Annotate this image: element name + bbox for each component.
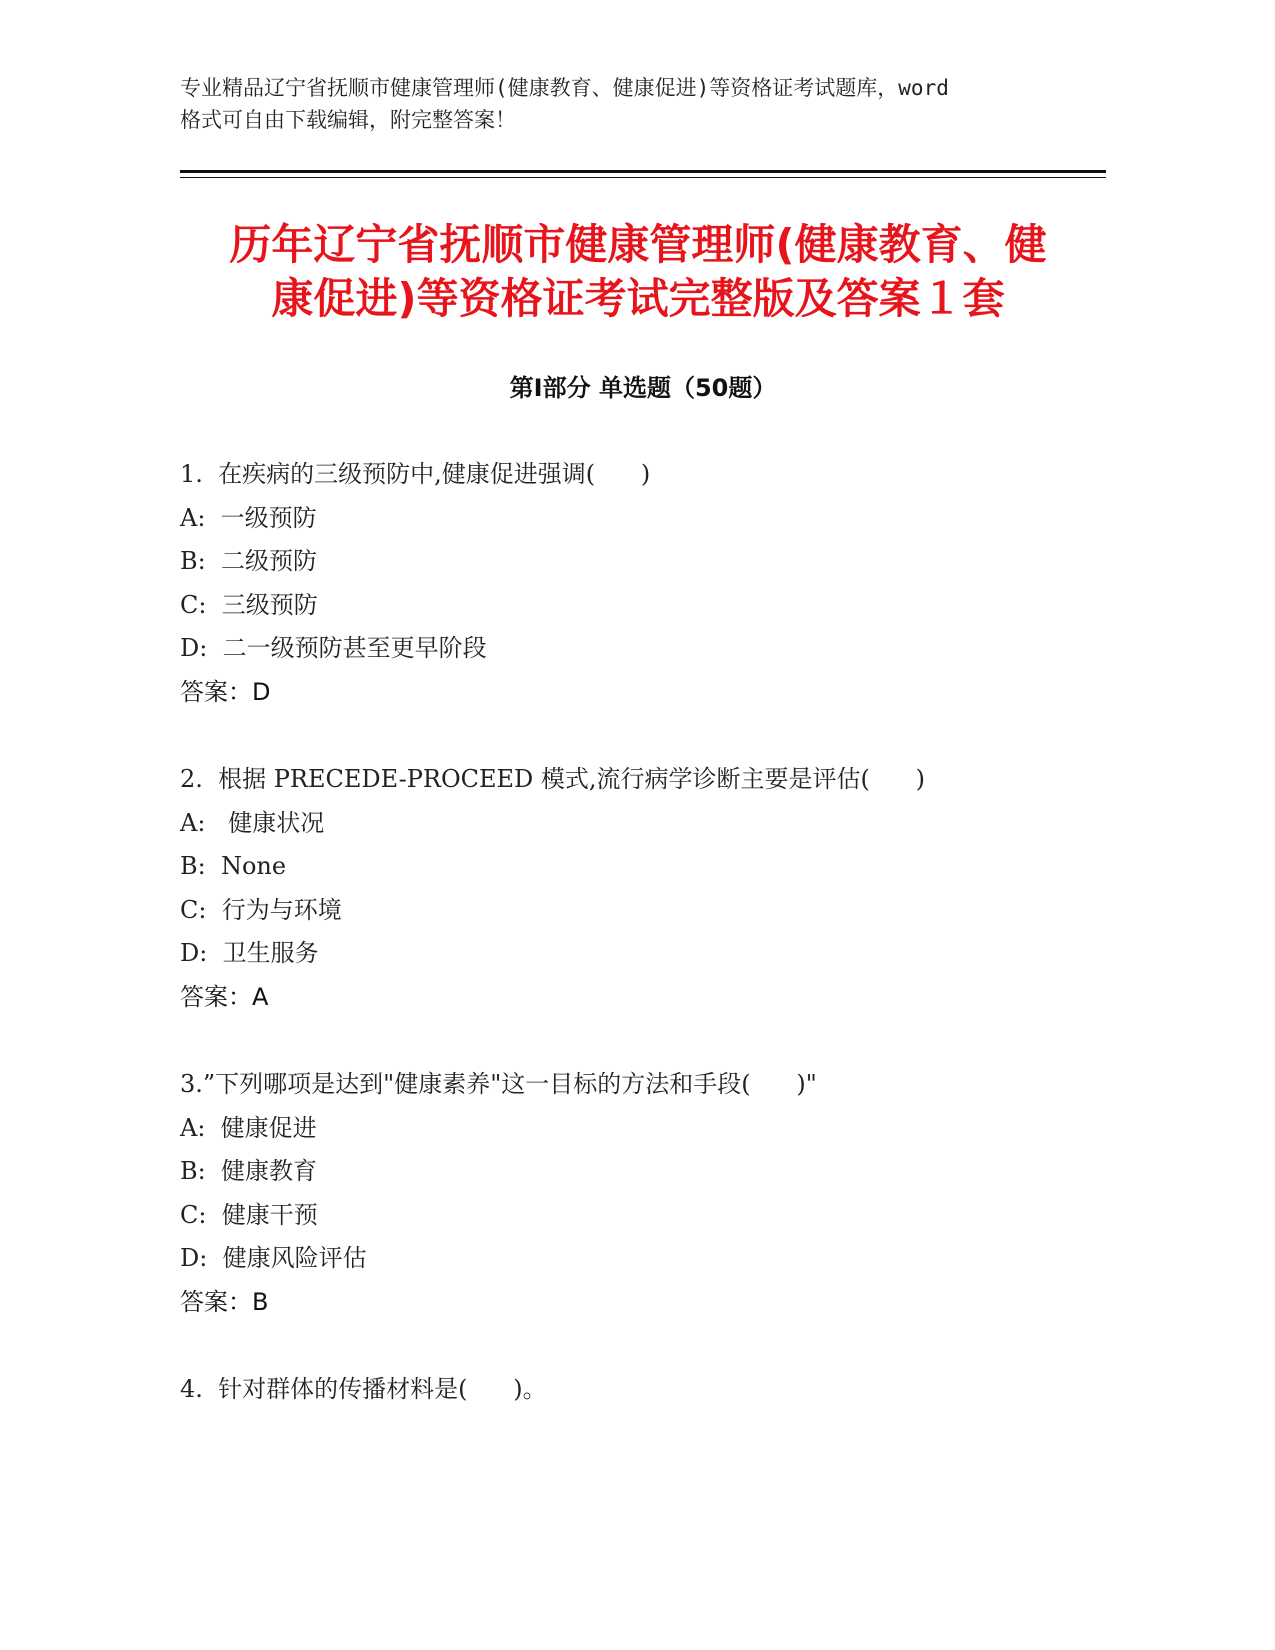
- document-title-line-2: 康促进)等资格证考试完整版及答案１套: [271, 274, 1005, 323]
- header-note-line-2: 格式可自由下载编辑，附完整答案！: [180, 108, 516, 132]
- option-a: A: 一级预防: [180, 503, 317, 532]
- document-title-line-1: 历年辽宁省抚顺市健康管理师(健康教育、健: [229, 220, 1047, 269]
- question-stem: 1. 在疾病的三级预防中,健康促进强调( ): [180, 460, 651, 488]
- option-c: C: 行为与环境: [180, 895, 342, 924]
- option-a: A: 健康状况: [180, 808, 325, 837]
- section-title: 第Ⅰ部分 单选题（50题）: [509, 374, 777, 402]
- header-divider-thin: [180, 177, 1106, 178]
- question-stem: 2. 根据 PRECEDE-PROCEED 模式,流行病学诊断主要是评估( ): [180, 765, 926, 793]
- question-stem: 3.”下列哪项是达到"健康素养"这一目标的方法和手段( )": [180, 1070, 817, 1098]
- option-c: C: 健康干预: [180, 1200, 318, 1229]
- option-d: D: 卫生服务: [180, 939, 319, 967]
- option-b: B: 健康教育: [180, 1157, 317, 1185]
- option-a: A: 健康促进: [180, 1113, 317, 1142]
- question-2: [180, 758, 1080, 1019]
- option-b: B: 二级预防: [180, 547, 317, 575]
- header-divider-thick: [180, 170, 1106, 173]
- header-note: [180, 72, 1060, 136]
- option-b: B: None: [180, 852, 287, 880]
- option-c: C: 三级预防: [180, 590, 318, 619]
- question-3: [180, 1063, 1080, 1324]
- question-stem: 4. 针对群体的传播材料是( )。: [180, 1375, 547, 1403]
- option-d: D: 二一级预防甚至更早阶段: [180, 634, 487, 662]
- answer: 答案：D: [180, 677, 271, 706]
- question-4: [180, 1368, 1080, 1412]
- question-1: [180, 453, 1080, 714]
- header-note-line-1: 专业精品辽宁省抚顺市健康管理师(健康教育、健康促进)等资格证考试题库，word: [180, 76, 949, 100]
- document-title: [140, 218, 1136, 326]
- answer: 答案：A: [180, 982, 269, 1011]
- answer: 答案：B: [180, 1287, 269, 1316]
- option-d: D: 健康风险评估: [180, 1244, 367, 1272]
